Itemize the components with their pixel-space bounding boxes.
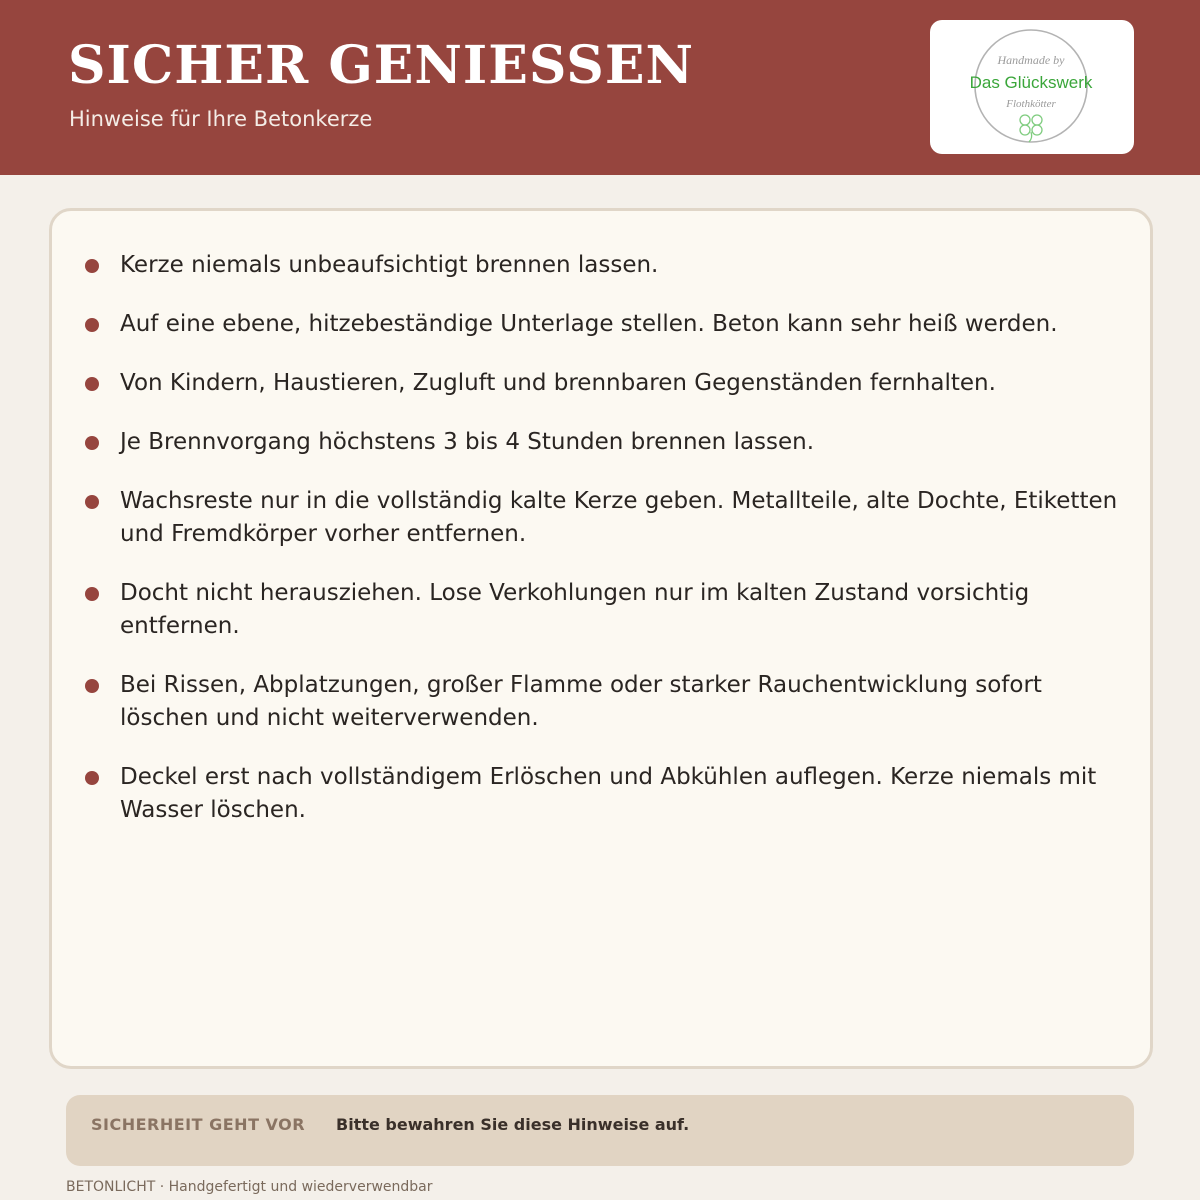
list-item-text: Kerze niemals unbeaufsichtigt brennen lassen. bbox=[120, 252, 659, 278]
footer-notice-bar bbox=[66, 1095, 1134, 1166]
bullet-icon bbox=[85, 318, 99, 332]
bullet-icon bbox=[85, 771, 99, 785]
bullet-icon bbox=[85, 587, 99, 601]
header-banner bbox=[0, 0, 1200, 175]
bullet-icon bbox=[85, 377, 99, 391]
list-item-text: Wachsreste nur in die vollständig kalte Kerze geben. Metallteile, alte Dochte, Etiketten und Fremdkörper vorher entfernen. bbox=[120, 488, 1118, 547]
bullet-icon bbox=[85, 679, 99, 693]
list-item-text: Deckel erst nach vollständigem Erlöschen und Abkühlen auflegen. Kerze niemals mit Wasser löschen. bbox=[120, 764, 1097, 823]
list-item bbox=[85, 669, 1125, 735]
brand-footer-line: BETONLICHT · Handgefertigt und wiederverwendbar bbox=[66, 1179, 433, 1195]
clover-icon bbox=[1020, 115, 1042, 142]
list-item-text: Auf eine ebene, hitzebeständige Unterlage stellen. Beton kann sehr heiß werden. bbox=[120, 311, 1058, 337]
list-item-text: Docht nicht herausziehen. Lose Verkohlungen nur im kalten Zustand vorsichtig entfernen. bbox=[120, 580, 1030, 639]
bullet-icon bbox=[85, 436, 99, 450]
list-item bbox=[85, 577, 1125, 643]
list-item-text: Von Kindern, Haustieren, Zugluft und brennbaren Gegenständen fernhalten. bbox=[120, 370, 996, 396]
logo-line2: Das Glückswerk bbox=[969, 73, 1093, 92]
list-item-text: Je Brennvorgang höchstens 3 bis 4 Stunden brennen lassen. bbox=[120, 429, 815, 455]
brand-logo bbox=[930, 20, 1134, 154]
bullet-icon bbox=[85, 259, 99, 273]
list-item bbox=[85, 308, 1125, 341]
logo-line1: Handmade by bbox=[997, 53, 1065, 67]
list-item bbox=[85, 485, 1125, 551]
page-subtitle: Hinweise für Ihre Betonkerze bbox=[69, 107, 373, 131]
list-item bbox=[85, 426, 1125, 459]
footer-text: Bitte bewahren Sie diese Hinweise auf. bbox=[336, 1115, 690, 1134]
list-item bbox=[85, 761, 1125, 827]
bullet-icon bbox=[85, 495, 99, 509]
safety-notes-list bbox=[85, 249, 1125, 853]
list-item-text: Bei Rissen, Abplatzungen, großer Flamme oder starker Rauchentwicklung sofort löschen und nicht weiterverwenden. bbox=[120, 672, 1042, 731]
logo-line3: Flothkötter bbox=[1006, 98, 1056, 110]
footer-label: SICHERHEIT GEHT VOR bbox=[91, 1115, 306, 1134]
logo-badge bbox=[930, 20, 1134, 154]
page-title: SICHER GENIESSEN bbox=[68, 35, 695, 96]
list-item bbox=[85, 367, 1125, 400]
list-item bbox=[85, 249, 1125, 282]
safety-notes-card bbox=[49, 208, 1153, 1069]
